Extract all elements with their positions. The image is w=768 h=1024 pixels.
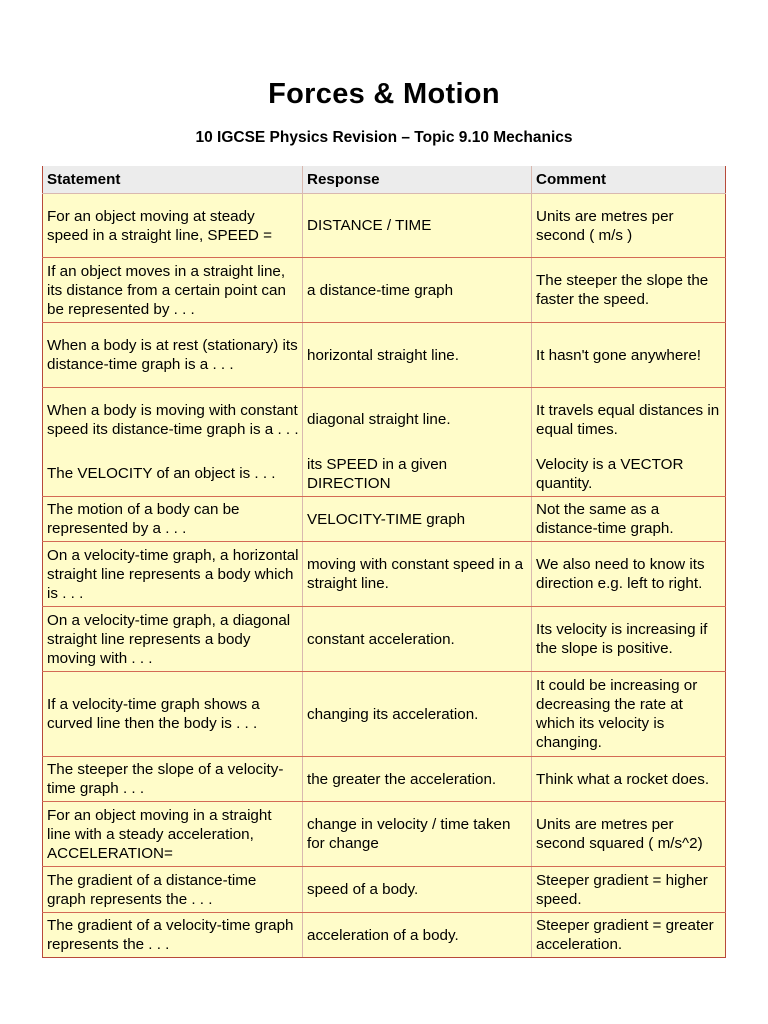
response-cell: acceleration of a body. [303, 913, 532, 958]
response-cell: constant acceleration. [303, 607, 532, 672]
column-header-response: Response [303, 166, 532, 194]
table-row [43, 388, 726, 452]
response-cell: diagonal straight line. [303, 388, 532, 452]
comment-cell: Its velocity is increasing if the slope is positive. [532, 607, 726, 672]
statement-cell: The gradient of a velocity-time graph represents the . . . [43, 913, 303, 958]
statement-cell: If a velocity-time graph shows a curved line then the body is . . . [43, 672, 303, 757]
table-row [43, 867, 726, 913]
table-row [43, 452, 726, 497]
response-cell: change in velocity / time taken for change [303, 802, 532, 867]
column-header-comment: Comment [532, 166, 726, 194]
statement-cell: On a velocity-time graph, a diagonal straight line represents a body moving with . . . [43, 607, 303, 672]
comment-cell: Steeper gradient = greater acceleration. [532, 913, 726, 958]
comment-cell: Units are metres per second squared ( m/s^2) [532, 802, 726, 867]
table-row [43, 757, 726, 802]
statement-cell: The gradient of a distance-time graph represents the . . . [43, 867, 303, 913]
statement-cell: The VELOCITY of an object is . . . [43, 452, 303, 497]
statement-cell: For an object moving at steady speed in a straight line, SPEED = [43, 194, 303, 258]
table-row [43, 542, 726, 607]
response-cell: DISTANCE / TIME [303, 194, 532, 258]
response-cell: speed of a body. [303, 867, 532, 913]
statement-cell: When a body is at rest (stationary) its distance-time graph is a . . . [43, 323, 303, 388]
comment-cell: Velocity is a VECTOR quantity. [532, 452, 726, 497]
comment-cell: It travels equal distances in equal times. [532, 388, 726, 452]
statement-cell: When a body is moving with constant speed its distance-time graph is a . . . [43, 388, 303, 452]
table-row [43, 607, 726, 672]
statement-cell: On a velocity-time graph, a horizontal straight line represents a body which is . . . [43, 542, 303, 607]
response-cell: moving with constant speed in a straight line. [303, 542, 532, 607]
table-row [43, 802, 726, 867]
statement-cell: For an object moving in a straight line with a steady acceleration, ACCELERATION= [43, 802, 303, 867]
revision-table [42, 166, 726, 958]
response-cell: horizontal straight line. [303, 323, 532, 388]
response-cell: a distance-time graph [303, 258, 532, 323]
comment-cell: Not the same as a distance-time graph. [532, 497, 726, 542]
table-row [43, 672, 726, 757]
statement-cell: The steeper the slope of a velocity-time graph . . . [43, 757, 303, 802]
response-cell: changing its acceleration. [303, 672, 532, 757]
statement-cell: The motion of a body can be represented by a . . . [43, 497, 303, 542]
table-row [43, 497, 726, 542]
comment-cell: Units are metres per second ( m/s ) [532, 194, 726, 258]
header-row [43, 166, 726, 194]
page-title: Forces & Motion [268, 78, 500, 110]
page-subtitle: 10 IGCSE Physics Revision – Topic 9.10 Mechanics [195, 129, 573, 146]
comment-cell: The steeper the slope the faster the speed. [532, 258, 726, 323]
table-row [43, 323, 726, 388]
table-row [43, 913, 726, 958]
comment-cell: Think what a rocket does. [532, 757, 726, 802]
response-cell: its SPEED in a given DIRECTION [303, 452, 532, 497]
response-cell: VELOCITY-TIME graph [303, 497, 532, 542]
table-row [43, 194, 726, 258]
column-header-statement: Statement [43, 166, 303, 194]
comment-cell: We also need to know its direction e.g. left to right. [532, 542, 726, 607]
response-cell: the greater the acceleration. [303, 757, 532, 802]
comment-cell: It could be increasing or decreasing the rate at which its velocity is changing. [532, 672, 726, 757]
comment-cell: It hasn't gone anywhere! [532, 323, 726, 388]
statement-cell: If an object moves in a straight line, its distance from a certain point can be represented by . . . [43, 258, 303, 323]
comment-cell: Steeper gradient = higher speed. [532, 867, 726, 913]
table-row [43, 258, 726, 323]
